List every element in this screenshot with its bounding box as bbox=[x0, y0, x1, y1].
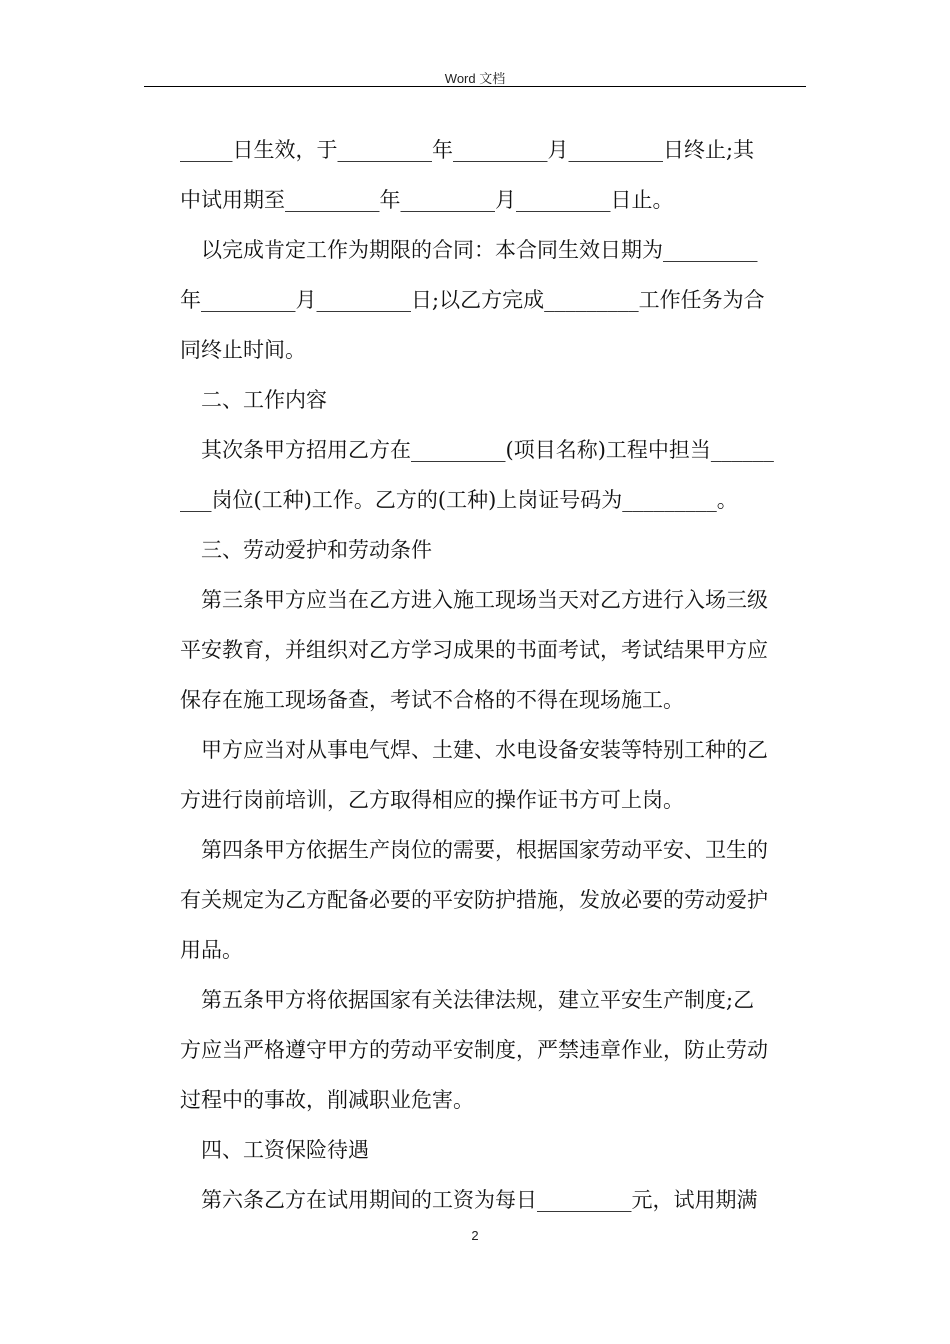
text-line: 三、劳动爱护和劳动条件 bbox=[201, 538, 432, 562]
text-line: ___岗位(工种)工作。乙方的(工种)上岗证号码为_________。 bbox=[180, 488, 738, 512]
text-line: 第五条甲方将依据国家有关法律法规，建立平安生产制度;乙 bbox=[201, 988, 755, 1012]
text-line: _____日生效，于_________年_________月_________日终止;其 bbox=[180, 138, 755, 162]
text-line: 平安教育，并组织对乙方学习成果的书面考试，考试结果甲方应 bbox=[180, 638, 768, 662]
document-body bbox=[180, 128, 805, 1228]
header-divider bbox=[144, 86, 806, 87]
text-line: 同终止时间。 bbox=[180, 338, 306, 362]
text-line: 年_________月_________日;以乙方完成_________工作任务为合 bbox=[180, 288, 765, 312]
text-line: 方进行岗前培训，乙方取得相应的操作证书方可上岗。 bbox=[180, 788, 684, 812]
text-line: 中试用期至_________年_________月_________日止。 bbox=[180, 188, 674, 212]
text-line: 四、工资保险待遇 bbox=[201, 1138, 369, 1162]
text-line: 方应当严格遵守甲方的劳动平安制度，严禁违章作业，防止劳动 bbox=[180, 1038, 768, 1062]
text-line: 以完成肯定工作为期限的合同：本合同生效日期为_________ bbox=[201, 238, 758, 262]
text-line: 其次条甲方招用乙方在_________(项目名称)工程中担当______ bbox=[201, 438, 774, 462]
text-line: 第四条甲方依据生产岗位的需要，根据国家劳动平安、卫生的 bbox=[201, 838, 768, 862]
text-line: 用品。 bbox=[180, 938, 243, 962]
page-number: 2 bbox=[471, 1228, 479, 1243]
page-header-title: Word 文档 bbox=[444, 71, 506, 86]
text-line: 甲方应当对从事电气焊、土建、水电设备安装等特别工种的乙 bbox=[201, 738, 768, 762]
text-line: 二、工作内容 bbox=[201, 388, 327, 412]
text-line: 保存在施工现场备查，考试不合格的不得在现场施工。 bbox=[180, 688, 684, 712]
text-line: 过程中的事故，削减职业危害。 bbox=[180, 1088, 474, 1112]
text-line: 第三条甲方应当在乙方进入施工现场当天对乙方进行入场三级 bbox=[201, 588, 768, 612]
text-line: 第六条乙方在试用期间的工资为每日_________元，试用期满 bbox=[201, 1188, 758, 1212]
text-line: 有关规定为乙方配备必要的平安防护措施，发放必要的劳动爱护 bbox=[180, 888, 768, 912]
